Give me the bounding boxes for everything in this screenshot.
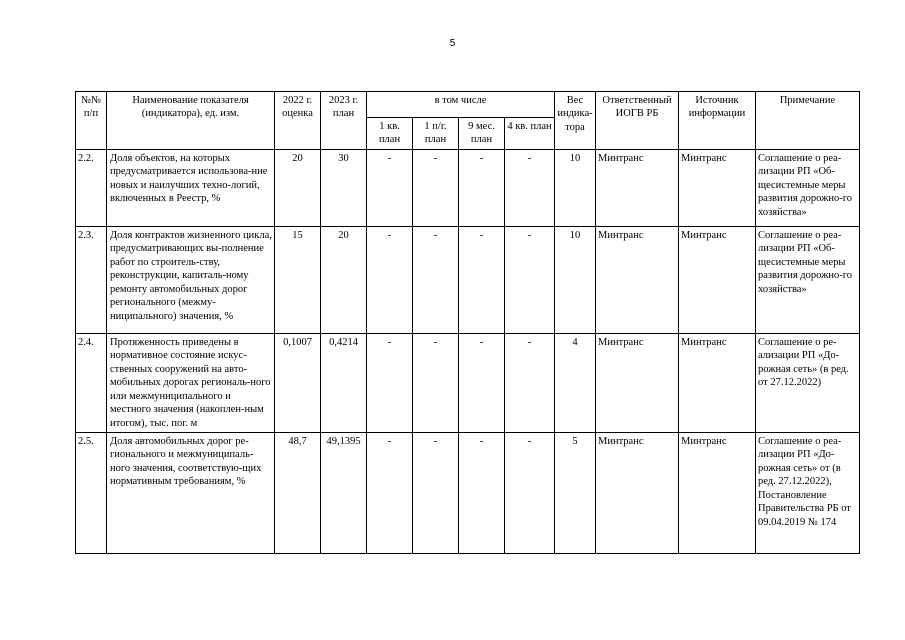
header-2023: 2023 г. план bbox=[321, 92, 367, 150]
cell-q4: - bbox=[505, 149, 555, 226]
cell-h1: - bbox=[413, 226, 459, 333]
cell-9m: - bbox=[459, 432, 505, 553]
header-note: Примечание bbox=[756, 92, 860, 150]
table-row bbox=[76, 226, 860, 333]
cell-no: 2.2. bbox=[76, 149, 107, 226]
cell-2022: 0,1007 bbox=[275, 333, 321, 432]
cell-weight: 10 bbox=[555, 226, 596, 333]
cell-q4: - bbox=[505, 333, 555, 432]
table-row bbox=[76, 149, 860, 226]
cell-note: Соглашение о реа-лизации РП «Об-щесистемные меры развития дорожно-го хозяйства» bbox=[756, 149, 860, 226]
cell-no: 2.3. bbox=[76, 226, 107, 333]
cell-responsible: Минтранс bbox=[596, 226, 679, 333]
cell-weight: 10 bbox=[555, 149, 596, 226]
cell-source: Минтранс bbox=[679, 432, 756, 553]
cell-source: Минтранс bbox=[679, 149, 756, 226]
table-row bbox=[76, 432, 860, 553]
cell-source: Минтранс bbox=[679, 226, 756, 333]
header-9m: 9 мес. план bbox=[459, 118, 505, 150]
header-q4: 4 кв. план bbox=[505, 118, 555, 150]
cell-h1: - bbox=[413, 432, 459, 553]
cell-note: Соглашение о ре-ализации РП «До-рожная сеть» (в ред. от 27.12.2022) bbox=[756, 333, 860, 432]
cell-2023: 49,1395 bbox=[321, 432, 367, 553]
indicators-table bbox=[75, 91, 860, 554]
cell-weight: 5 bbox=[555, 432, 596, 553]
cell-source: Минтранс bbox=[679, 333, 756, 432]
cell-note: Соглашение о реа-лизации РП «Об-щесистемные меры развития дорожно-го хозяйства» bbox=[756, 226, 860, 333]
cell-2022: 48,7 bbox=[275, 432, 321, 553]
header-name: Наименование показателя (индикатора), ед. изм. bbox=[107, 92, 275, 150]
header-including: в том числе bbox=[367, 92, 555, 118]
cell-h1: - bbox=[413, 149, 459, 226]
header-no: №№ п/п bbox=[76, 92, 107, 150]
cell-2023: 0,4214 bbox=[321, 333, 367, 432]
cell-note: Соглашение о реа-лизации РП «До-рожная сеть» от (в ред. 27.12.2022), Постановление Правительства РБ от 09.04.2019 № 174 bbox=[756, 432, 860, 553]
cell-2022: 20 bbox=[275, 149, 321, 226]
cell-q1: - bbox=[367, 432, 413, 553]
cell-name: Доля контрактов жизненного цикла, предусматривающих вы-полнение работ по строитель-ству, реконструкции, капиталь-ному ремонту автомобильных дорог регионального (межму-ниципального) значения, % bbox=[107, 226, 275, 333]
cell-h1: - bbox=[413, 333, 459, 432]
header-2022: 2022 г. оценка bbox=[275, 92, 321, 150]
cell-q1: - bbox=[367, 333, 413, 432]
cell-9m: - bbox=[459, 226, 505, 333]
header-q1: 1 кв. план bbox=[367, 118, 413, 150]
cell-weight: 4 bbox=[555, 333, 596, 432]
header-source: Источник информации bbox=[679, 92, 756, 150]
table-header-row bbox=[76, 92, 860, 118]
cell-q4: - bbox=[505, 432, 555, 553]
header-h1: 1 п/г. план bbox=[413, 118, 459, 150]
cell-2023: 30 bbox=[321, 149, 367, 226]
cell-name: Доля автомобильных дорог ре-гионального и межмуниципаль-ного значения, соответствую-щих нормативным требованиям, % bbox=[107, 432, 275, 553]
page-number: 5 bbox=[449, 38, 456, 49]
cell-responsible: Минтранс bbox=[596, 149, 679, 226]
cell-no: 2.4. bbox=[76, 333, 107, 432]
cell-9m: - bbox=[459, 149, 505, 226]
cell-name: Доля объектов, на которых предусматривается использова-ние новых и наилучших техно-логий, включенных в Реестр, % bbox=[107, 149, 275, 226]
cell-2022: 15 bbox=[275, 226, 321, 333]
header-weight: Вес индика-тора bbox=[555, 92, 596, 150]
cell-name: Протяженность приведены в нормативное состояние искус-ственных сооружений на авто-мобильных дорогах региональ-ного или межмуниципального и местного значения (накоплен-ным итогом), тыс. пог. м bbox=[107, 333, 275, 432]
cell-2023: 20 bbox=[321, 226, 367, 333]
cell-9m: - bbox=[459, 333, 505, 432]
cell-q4: - bbox=[505, 226, 555, 333]
table-row bbox=[76, 333, 860, 432]
cell-q1: - bbox=[367, 149, 413, 226]
header-responsible: Ответственный ИОГВ РБ bbox=[596, 92, 679, 150]
cell-responsible: Минтранс bbox=[596, 432, 679, 553]
cell-no: 2.5. bbox=[76, 432, 107, 553]
cell-responsible: Минтранс bbox=[596, 333, 679, 432]
cell-q1: - bbox=[367, 226, 413, 333]
